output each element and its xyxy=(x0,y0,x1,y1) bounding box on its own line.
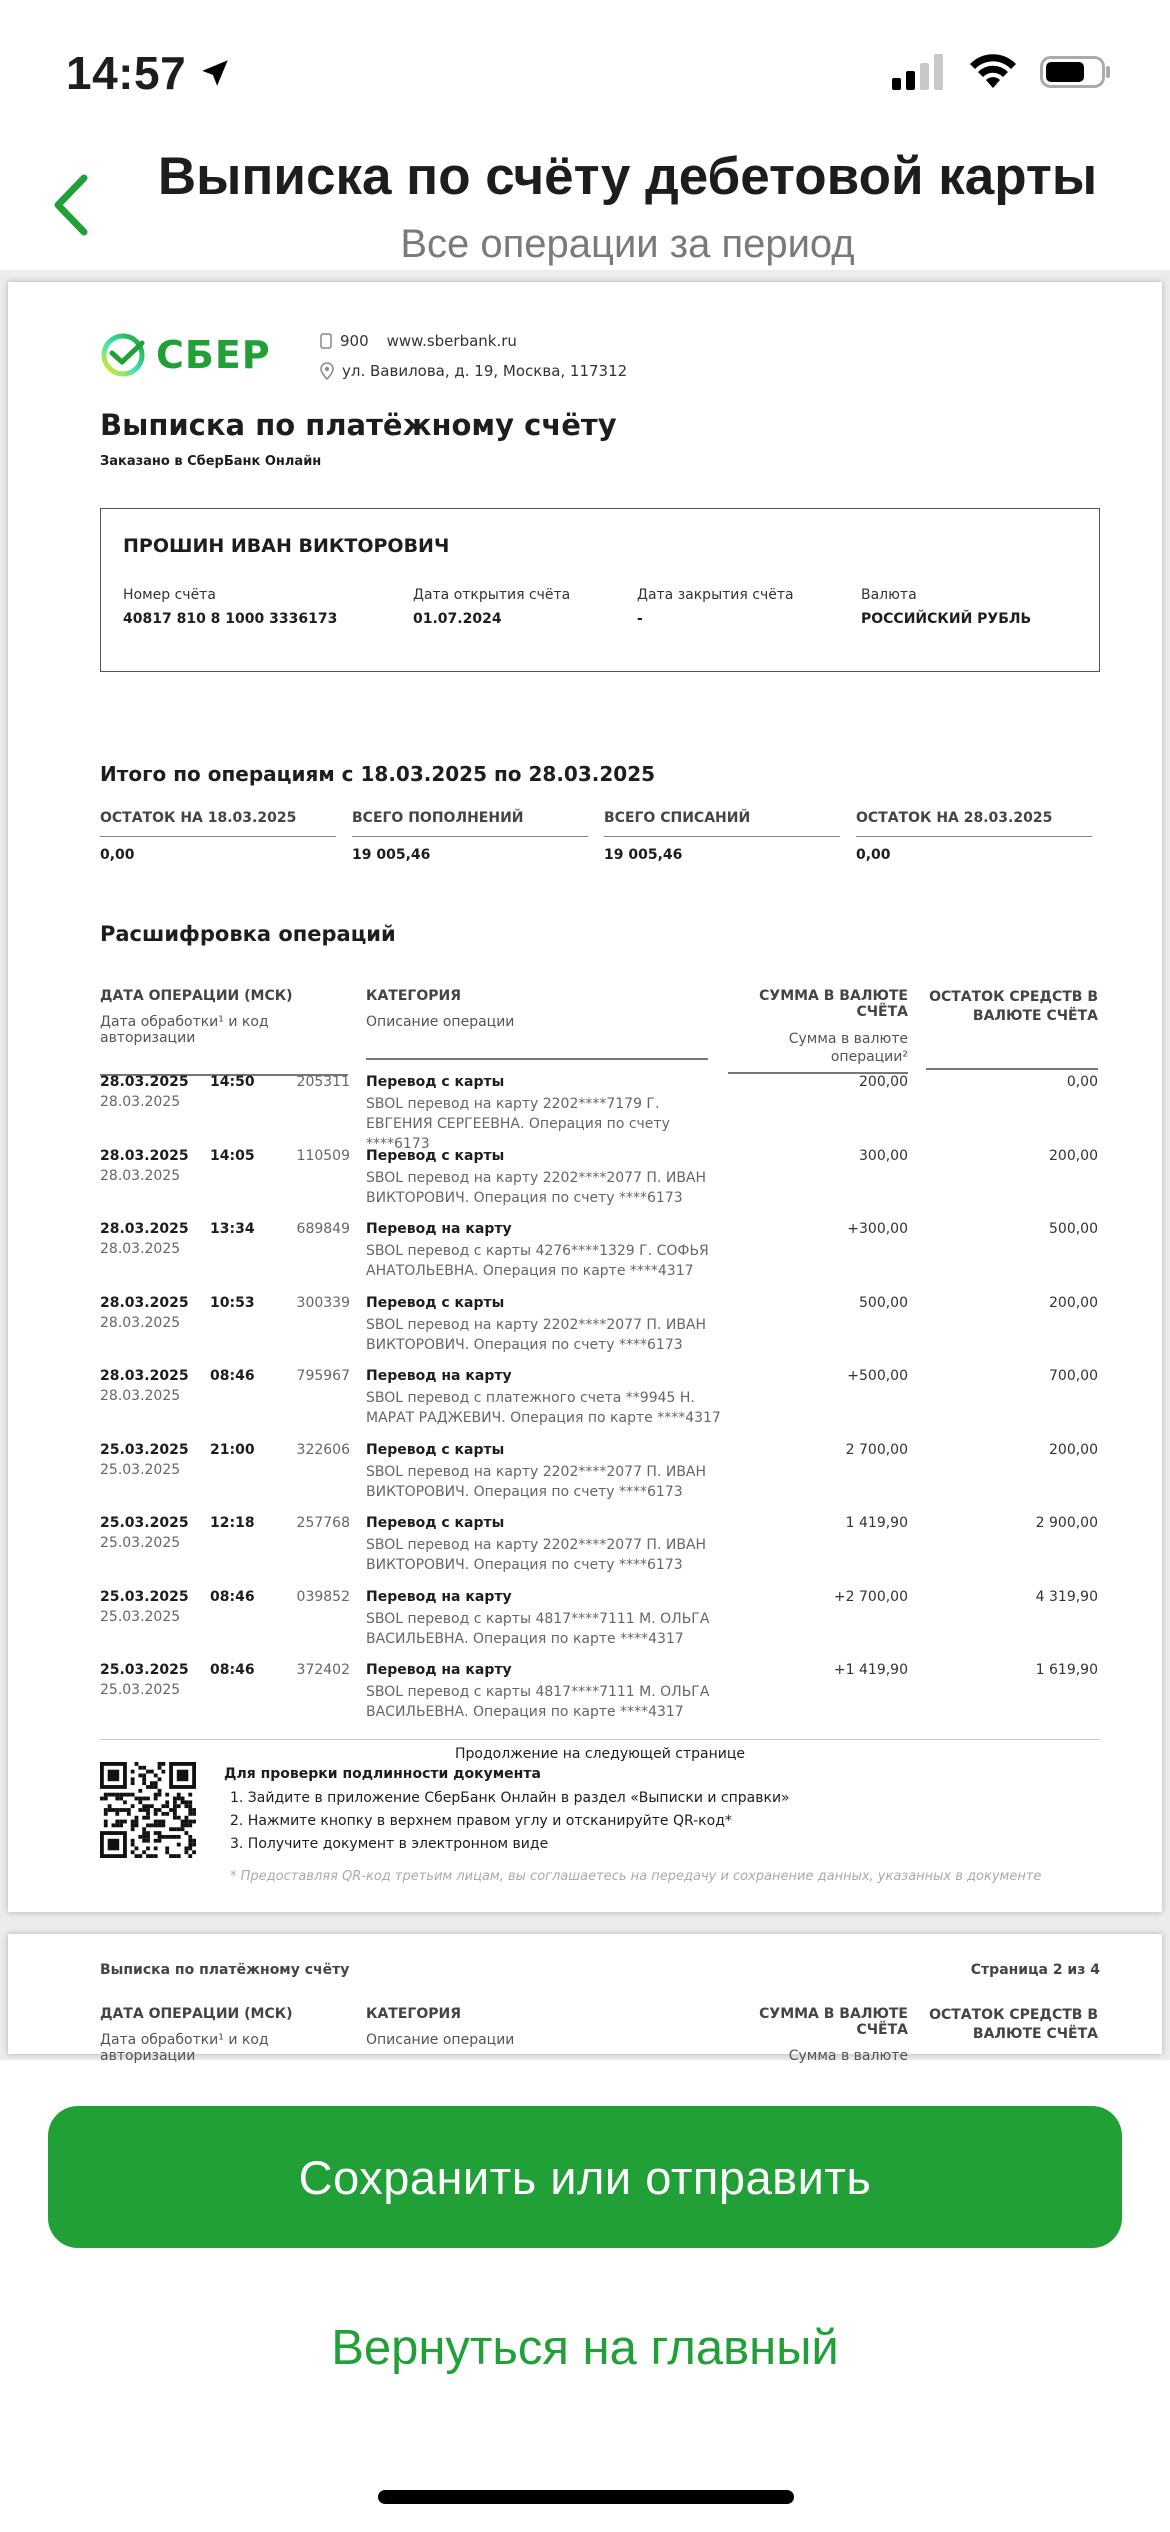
owner-name: ПРОШИН ИВАН ВИКТОРОВИЧ xyxy=(123,535,450,557)
operation-amount: 300,00 xyxy=(859,1147,908,1164)
operation-category: Перевод на карту xyxy=(366,1662,512,1678)
operation-date: 28.03.2025 xyxy=(100,1074,189,1090)
status-icons xyxy=(892,54,1112,90)
bank-address: ул. Вавилова, д. 19, Москва, 117312 xyxy=(342,362,628,380)
statement-title: Выписка по платёжному счёту xyxy=(100,408,617,442)
auth-code: 322606 xyxy=(296,1441,350,1458)
summary-opening-balance xyxy=(100,810,336,863)
operation-description: SBOL перевод на карту 2202****2077 П. ИВАН ВИКТОРОВИЧ. Операция по счету ****6173 xyxy=(366,1463,707,1500)
auth-code: 257768 xyxy=(296,1515,350,1531)
operation-description: SBOL перевод с карты 4817****7111 М. ОЛЬГА ВАСИЛЬЕВНА. Операция по карте ****4317 xyxy=(366,1610,710,1647)
sber-logo-icon xyxy=(100,332,146,378)
header-label: СУММА В ВАЛЮТЕ СЧЁТА xyxy=(759,2006,908,2038)
summary-value: 0,00 xyxy=(100,847,135,863)
processed-date: 25.03.2025 xyxy=(100,1535,181,1551)
operation-description: SBOL перевод на карту 2202****2077 П. ИВАН ВИКТОРОВИЧ. Операция по счету ****6173 xyxy=(366,1169,707,1206)
operation-date: 25.03.2025 xyxy=(100,1441,189,1458)
col-header-balance xyxy=(926,988,1098,1070)
operation-description: SBOL перевод на карту 2202****7179 Г. ЕВГЕНИЯ СЕРГЕЕВНА. Операция по счету ****6173 xyxy=(366,1096,670,1152)
table-row xyxy=(8,1368,1162,1442)
auth-code: 110509 xyxy=(296,1147,350,1164)
header-divider xyxy=(926,1068,1098,1070)
operation-description: SBOL перевод на карту 2202****2077 П. ИВАН ВИКТОРОВИЧ. Операция по счету ****6173 xyxy=(366,1537,707,1573)
balance-after: 4 319,90 xyxy=(1035,1588,1098,1605)
summary-label: ВСЕГО СПИСАНИЙ xyxy=(604,810,840,837)
qr-code-icon[interactable] xyxy=(100,1762,196,1858)
header-label: СУММА В ВАЛЮТЕ СЧЁТА xyxy=(759,988,908,1020)
operation-time: 12:18 xyxy=(210,1515,255,1531)
operation-category: Перевод с карты xyxy=(366,1074,505,1090)
operation-date: 28.03.2025 xyxy=(100,1368,189,1384)
table-row xyxy=(8,1221,1162,1295)
operation-date: 25.03.2025 xyxy=(100,1515,189,1531)
account-number-field xyxy=(123,587,337,627)
operation-description: SBOL перевод на карту 2202****2077 П. ИВАН ВИКТОРОВИЧ. Операция по счету ****6173 xyxy=(366,1316,707,1353)
field-value: - xyxy=(637,611,643,627)
operation-amount: 500,00 xyxy=(859,1294,908,1311)
page-counter: Страница 2 из 4 xyxy=(970,1962,1100,1978)
balance-after: 1 619,90 xyxy=(1035,1662,1098,1678)
verify-step: 1. Зайдите в приложение СберБанк Онлайн в раздел «Выписки и справки» xyxy=(230,1790,790,1806)
auth-code: 205311 xyxy=(296,1074,350,1090)
page2-title: Выписка по платёжному счёту xyxy=(100,1962,350,1978)
table-row xyxy=(8,1662,1162,1736)
summary-value: 19 005,46 xyxy=(352,847,431,863)
operation-description: SBOL перевод с карты 4817****7111 М. ОЛЬГА ВАСИЛЬЕВНА. Операция по карте ****4317 xyxy=(366,1684,710,1720)
balance-after: 700,00 xyxy=(1049,1368,1098,1384)
operation-date: 28.03.2025 xyxy=(100,1294,189,1311)
statement-page-2 xyxy=(8,1934,1162,2064)
summary-value: 0,00 xyxy=(856,847,891,863)
statement-page-1 xyxy=(8,282,1162,1912)
table-row xyxy=(8,1589,1162,1663)
processed-date: 28.03.2025 xyxy=(100,1241,181,1257)
summary-title: Итого по операциям с 18.03.2025 по 28.03.2025 xyxy=(100,762,656,786)
field-label: Номер счёта xyxy=(123,587,216,603)
processed-date: 28.03.2025 xyxy=(100,1167,181,1184)
field-label: Валюта xyxy=(861,587,917,603)
save-or-send-button[interactable]: Сохранить или отправить xyxy=(48,2106,1122,2248)
operation-amount: +1 419,90 xyxy=(833,1662,908,1678)
brand-name: СБЕР xyxy=(156,333,271,377)
status-time xyxy=(66,46,232,100)
operation-description: SBOL перевод с карты 4276****1329 Г. СОФЬЯ АНАТОЛЬЕВНА. Операция по карте ****4317 xyxy=(366,1243,709,1279)
bank-address-line xyxy=(320,362,627,380)
operation-time: 08:46 xyxy=(210,1662,255,1678)
operation-category: Перевод на карту xyxy=(366,1368,512,1384)
operation-amount: 1 419,90 xyxy=(845,1515,908,1531)
operation-date: 25.03.2025 xyxy=(100,1662,189,1678)
header-sublabel: Дата обработки¹ и код авторизации xyxy=(100,1014,269,1046)
header-label: КАТЕГОРИЯ xyxy=(366,988,461,1004)
operation-amount: 2 700,00 xyxy=(845,1441,908,1458)
bank-website[interactable]: www.sberbank.ru xyxy=(386,332,517,350)
processed-date: 28.03.2025 xyxy=(100,1314,181,1331)
col-header-amount xyxy=(728,988,908,1074)
summary-label: ОСТАТОК НА 18.03.2025 xyxy=(100,810,336,837)
header-sublabel: Сумма в валюте операции² xyxy=(788,1031,908,1065)
summary-label: ВСЕГО ПОПОЛНЕНИЙ xyxy=(352,810,588,837)
summary-label: ОСТАТОК НА 28.03.2025 xyxy=(856,810,1092,837)
operation-category: Перевод на карту xyxy=(366,1588,512,1605)
table-row xyxy=(8,1515,1162,1589)
col-header-category xyxy=(366,988,708,1060)
operation-date: 28.03.2025 xyxy=(100,1221,189,1237)
operation-amount: +300,00 xyxy=(847,1221,908,1237)
operation-time: 21:00 xyxy=(210,1441,255,1458)
table-row xyxy=(8,1148,1162,1222)
balance-after: 200,00 xyxy=(1049,1147,1098,1164)
field-value: 01.07.2024 xyxy=(413,611,502,627)
balance-after: 200,00 xyxy=(1049,1294,1098,1311)
close-date-field xyxy=(637,587,794,627)
home-indicator[interactable] xyxy=(378,2490,794,2504)
location-pin-icon xyxy=(320,362,334,380)
balance-after: 0,00 xyxy=(1066,1074,1098,1090)
summary-value: 19 005,46 xyxy=(604,847,683,863)
clock-text: 14:57 xyxy=(66,47,187,99)
operations-title: Расшифровка операций xyxy=(100,922,396,946)
balance-after: 200,00 xyxy=(1049,1441,1098,1458)
verify-instructions xyxy=(224,1766,790,1859)
operation-time: 14:50 xyxy=(210,1074,255,1090)
page-title: Выписка по счёту дебетовой карты xyxy=(157,147,1098,206)
verify-title: Для проверки подлинности документа xyxy=(224,1766,541,1782)
auth-code: 300339 xyxy=(296,1294,350,1311)
bank-contacts xyxy=(320,332,517,350)
header-label: ДАТА ОПЕРАЦИИ (МСК) xyxy=(100,988,293,1004)
currency-field xyxy=(861,587,1031,627)
battery-icon xyxy=(1040,54,1112,90)
operation-date: 28.03.2025 xyxy=(100,1147,189,1164)
field-value: РОССИЙСКИЙ РУБЛЬ xyxy=(861,611,1032,627)
ordered-via: Заказано в СберБанк Онлайн xyxy=(100,454,322,469)
header-label: ДАТА ОПЕРАЦИИ (МСК) xyxy=(100,2006,293,2022)
col-header-date xyxy=(100,988,348,1076)
location-arrow-icon xyxy=(198,56,232,90)
processed-date: 25.03.2025 xyxy=(100,1608,181,1625)
header-sublabel: Описание операции xyxy=(366,2032,515,2048)
phone-icon xyxy=(320,333,332,349)
summary-total-income xyxy=(352,810,588,863)
header-sublabel: Дата обработки¹ и код авторизации xyxy=(100,2032,269,2064)
operation-time: 13:34 xyxy=(210,1221,255,1237)
header-label: ОСТАТОК СРЕДСТВ В ВАЛЮТЕ СЧЁТА xyxy=(929,989,1098,1024)
table-row xyxy=(8,1295,1162,1369)
cellular-signal-icon xyxy=(892,54,946,90)
col-header-category xyxy=(366,2006,708,2048)
header-label: ОСТАТОК СРЕДСТВ В ВАЛЮТЕ СЧЁТА xyxy=(929,2007,1098,2042)
processed-date: 28.03.2025 xyxy=(100,1388,181,1404)
operation-time: 10:53 xyxy=(210,1294,255,1311)
operation-category: Перевод с карты xyxy=(366,1441,505,1458)
balance-after: 500,00 xyxy=(1049,1221,1098,1237)
verify-step: 3. Получите документ в электронном виде xyxy=(230,1836,549,1852)
header-sublabel: Сумма в валюте xyxy=(788,2048,908,2064)
sber-logo xyxy=(100,332,271,378)
balance-after: 2 900,00 xyxy=(1035,1515,1098,1531)
operation-amount: 200,00 xyxy=(859,1074,908,1090)
auth-code: 039852 xyxy=(296,1588,350,1605)
page-subtitle: Все операции за период xyxy=(400,222,855,266)
auth-code: 689849 xyxy=(296,1221,350,1237)
operation-time: 14:05 xyxy=(210,1147,255,1164)
auth-code: 372402 xyxy=(296,1662,350,1678)
operation-time: 08:46 xyxy=(210,1368,255,1384)
header-sublabel: Описание операции xyxy=(366,1014,515,1030)
operation-amount: +2 700,00 xyxy=(833,1588,908,1605)
summary-total-expense xyxy=(604,810,840,863)
header-label: КАТЕГОРИЯ xyxy=(366,2006,461,2022)
back-to-main-button[interactable]: Вернуться на главный xyxy=(331,2321,839,2375)
col-header-balance xyxy=(926,2006,1098,2044)
operation-category: Перевод на карту xyxy=(366,1221,512,1237)
operation-time: 08:46 xyxy=(210,1588,255,1605)
operation-category: Перевод с карты xyxy=(366,1515,505,1531)
processed-date: 25.03.2025 xyxy=(100,1682,181,1698)
auth-code: 795967 xyxy=(296,1368,350,1384)
operations-table-body xyxy=(8,1074,1162,1734)
operation-date: 25.03.2025 xyxy=(100,1588,189,1605)
header-divider xyxy=(366,1058,708,1060)
processed-date: 25.03.2025 xyxy=(100,1461,181,1478)
field-label: Дата закрытия счёта xyxy=(637,587,794,603)
open-date-field xyxy=(413,587,570,627)
account-owner-box xyxy=(100,508,1100,672)
summary-closing-balance xyxy=(856,810,1092,863)
operation-category: Перевод с карты xyxy=(366,1294,505,1311)
wifi-icon xyxy=(968,54,1018,90)
field-value: 40817 810 8 1000 3336173 xyxy=(123,611,338,627)
operation-amount: +500,00 xyxy=(847,1368,908,1384)
bank-phone: 900 xyxy=(340,332,369,350)
col-header-amount xyxy=(728,2006,908,2064)
continued-note: Продолжение на следующей странице xyxy=(100,1739,1100,1762)
table-row xyxy=(8,1442,1162,1516)
field-label: Дата открытия счёта xyxy=(413,587,571,603)
operation-description: SBOL перевод с платежного счета **9945 Н. МАРАТ РАДЖЕВИЧ. Операция по карте ****4317 xyxy=(366,1390,721,1426)
verify-step: 2. Нажмите кнопку в верхнем правом углу и отсканируйте QR-код* xyxy=(230,1813,732,1829)
processed-date: 28.03.2025 xyxy=(100,1094,181,1110)
col-header-date xyxy=(100,2006,348,2064)
operation-category: Перевод с карты xyxy=(366,1147,505,1164)
table-row xyxy=(8,1074,1162,1152)
qr-disclaimer: * Предоставляя QR-код третьим лицам, вы соглашаетесь на передачу и сохранение данных, указанных в документе xyxy=(230,1869,1042,1884)
